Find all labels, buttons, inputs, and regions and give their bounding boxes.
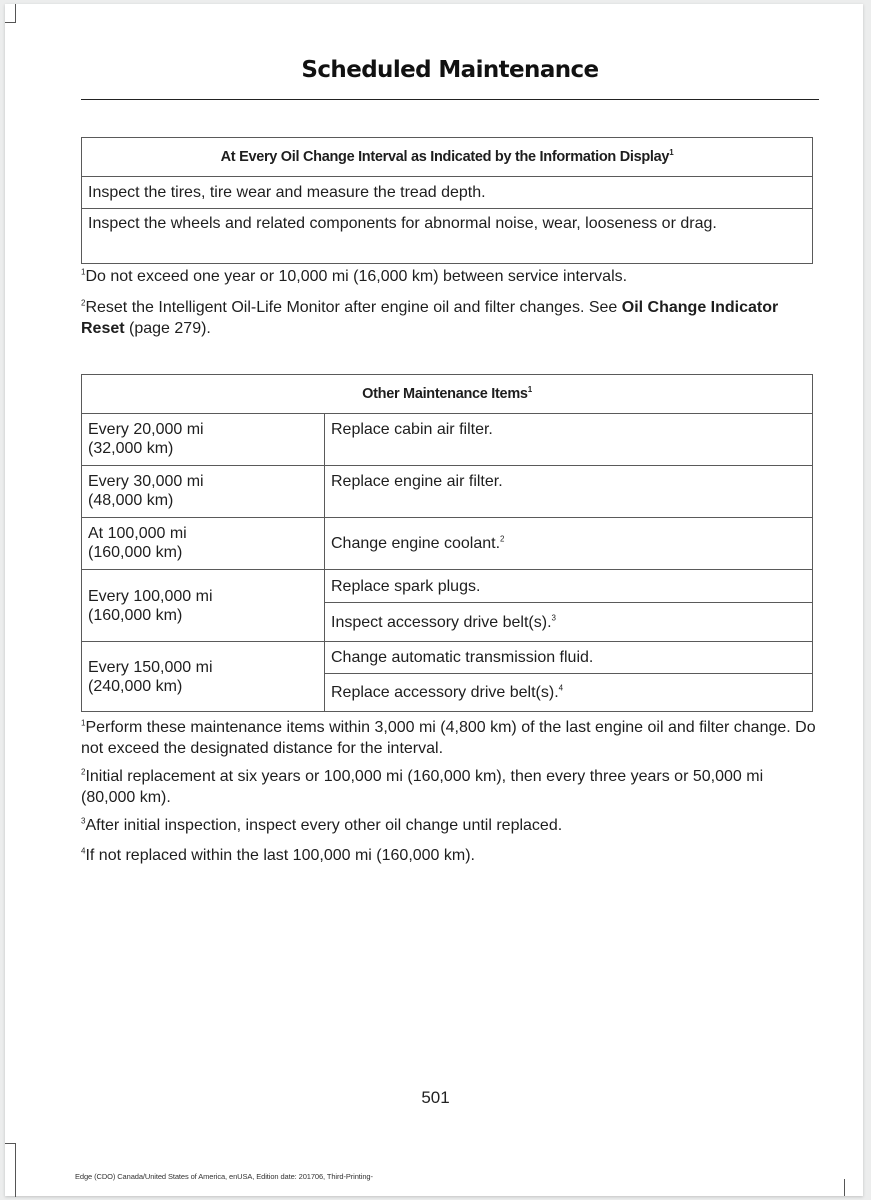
item-cell: Change engine coolant.$^2$ xyxy=(325,518,813,570)
oil-change-table-header: At Every Oil Change Interval as Indicated by the Information Display$^1$ xyxy=(82,138,813,177)
crop-mark-bottom-right xyxy=(844,1179,845,1196)
crop-mark-top-left xyxy=(5,4,16,23)
item-cell: Replace accessory drive belt(s).$^4$ xyxy=(325,674,813,712)
table-row xyxy=(82,177,813,209)
footnote-2: $^2$Initial replacement at six years or 100,000 mi (160,000 km), then every three years or 50,000 mi (80,000 km). xyxy=(81,767,764,806)
interval-cell: Every 30,000 mi (48,000 km) xyxy=(82,466,325,518)
item-cell: Inspect accessory drive belt(s).$^3$ xyxy=(325,603,813,642)
table-row xyxy=(82,414,813,466)
crop-mark-bottom-left xyxy=(5,1143,16,1197)
footnote-1: $^1$Do not exceed one year or 10,000 mi (16,000 km) between service intervals. xyxy=(81,267,628,285)
footnote-3: $^3$After initial inspection, inspect every other oil change until replaced. xyxy=(81,816,563,834)
footnote-1: $^1$Perform these maintenance items within 3,000 mi (4,800 km) of the last engine oil and filter change. Do not exceed the designated distance for the interval. xyxy=(81,718,816,757)
interval-cell: At 100,000 mi (160,000 km) xyxy=(82,518,325,570)
table-row xyxy=(82,518,813,570)
other-maintenance-items-table xyxy=(81,374,813,712)
interval-cell: Every 20,000 mi (32,000 km) xyxy=(82,414,325,466)
item-cell: Replace cabin air filter. xyxy=(325,414,813,466)
table-row xyxy=(82,466,813,518)
oil-change-interval-table xyxy=(81,137,813,264)
interval-cell: Every 150,000 mi (240,000 km) xyxy=(82,642,325,712)
footnote-2: $^2$Reset the Intelligent Oil-Life Monitor after engine oil and filter changes. See Oil Change Indicator Reset (page 279). xyxy=(81,298,779,337)
interval-cell: Every 100,000 mi (160,000 km) xyxy=(82,570,325,642)
other-items-table-header: Other Maintenance Items$^1$ xyxy=(82,375,813,414)
table-row xyxy=(82,209,813,264)
item-cell: Replace engine air filter. xyxy=(325,466,813,518)
edition-footer: Edge (CDO) Canada/United States of America, enUSA, Edition date: 201706, Third-Printing- xyxy=(75,1172,373,1181)
cross-reference-link[interactable]: Oil Change Indicator Reset xyxy=(81,299,779,337)
footnote-4: $^4$If not replaced within the last 100,000 mi (160,000 km). xyxy=(81,846,475,864)
title-divider xyxy=(81,99,819,100)
page-title: Scheduled Maintenance xyxy=(301,57,599,83)
footnote-ref: 1 xyxy=(527,384,532,394)
item-cell: Change automatic transmission fluid. xyxy=(325,642,813,674)
item-cell: Replace spark plugs. xyxy=(325,570,813,603)
table-cell: Inspect the wheels and related components for abnormal noise, wear, looseness or drag. xyxy=(82,209,813,264)
table-cell: Inspect the tires, tire wear and measure the tread depth. xyxy=(82,177,813,209)
footnote-ref: 1 xyxy=(669,147,674,157)
table-row xyxy=(82,570,813,603)
table-row xyxy=(82,642,813,674)
page-number: 501 xyxy=(421,1088,450,1107)
